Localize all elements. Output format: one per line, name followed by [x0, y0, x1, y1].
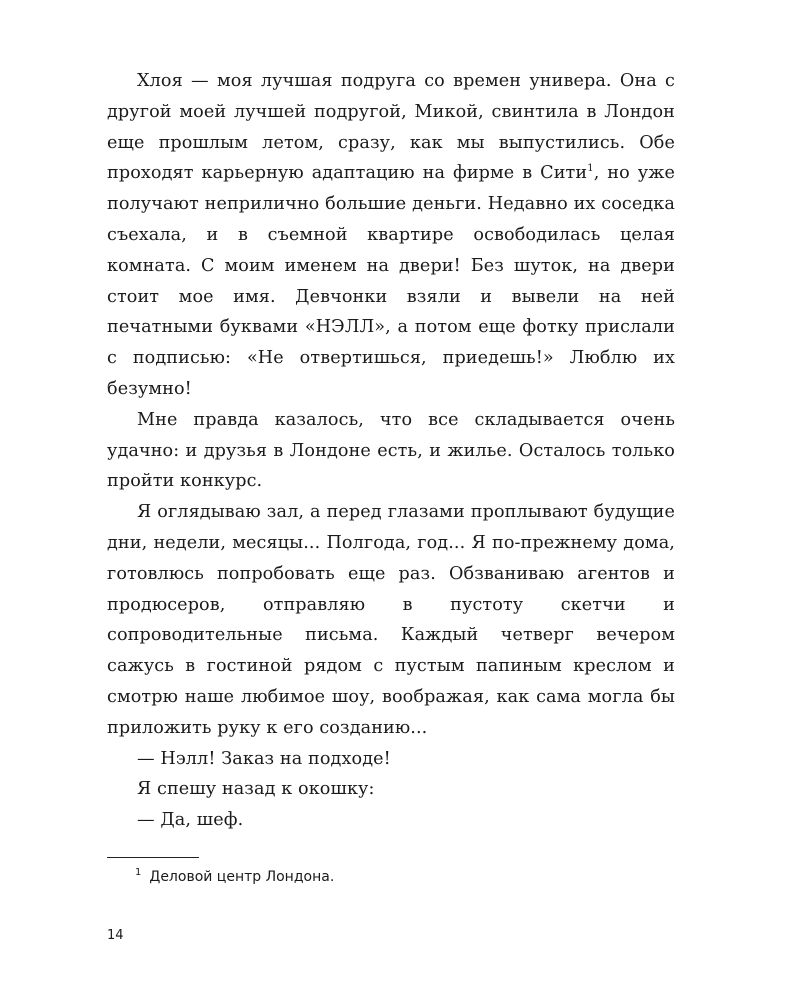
paragraph-4: Я спешу назад к окошку:	[137, 779, 375, 800]
footnote-text: Деловой центр Лондона.	[149, 869, 335, 885]
paragraph-3: Я оглядываю зал, а перед глазами проплывают будущие дни, недели, месяцы... Полгода, год... Я по-прежнему дома, готовлюсь попробовать еще раз. Обзваниваю агентов и продюсеров, отправляю в пустоту скетчи и сопроводительные письма. Каждый четверг вечером сажусь в гостиной рядом с пустым папиным креслом и смотрю наше любимое шоу, воображая, как сама могла бы приложить руку к его созданию...	[107, 502, 675, 738]
footnote-mark: 1	[135, 867, 142, 879]
paragraph-1-text-before: Хлоя — моя лучшая подруга со времен универа. Она с другой моей лучшей подругой, Микой, свинтила в Лондон еще прошлым летом, сразу, как мы выпустились. Обе проходят карьерную адаптацию на фирме в Сити	[107, 71, 675, 184]
dialogue-line-2: — Да, шеф.	[137, 810, 244, 831]
footnote	[135, 867, 334, 887]
dialogue-line-1: — Нэлл! Заказ на подходе!	[137, 748, 391, 769]
page-number: 14	[107, 928, 124, 943]
paragraph-2: Мне правда казалось, что все складывается очень удачно: и друзья в Лондоне есть, и жилье. Осталось только пройти конкурс.	[107, 409, 675, 492]
paragraph-1-text-after: , но уже получают неприлично большие деньги. Недавно их соседка съехала, и в съемной квартире освободилась целая комната. С моим именем на двери! Без шуток, на двери стоит мое имя. Девчонки взяли и вывели на ней печатными буквами «НЭЛЛ», а потом еще фотку прислали с подписью: «Не отвертишься, приедешь!» Люблю их безумно!	[107, 163, 675, 399]
paragraph-1	[107, 66, 675, 405]
footnote-reference: 1	[587, 163, 594, 175]
body-text	[107, 66, 675, 836]
footnote-divider	[107, 857, 199, 858]
